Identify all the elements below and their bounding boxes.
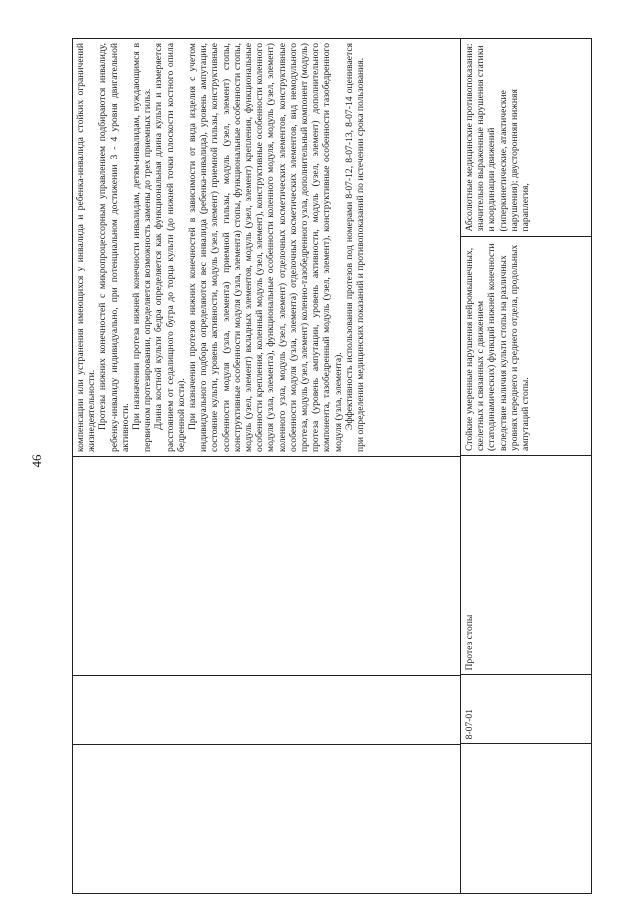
- medical-indications: Стойкие умеренные нарушения нейромышечных, скелетных и связанных с движением (статодинамических) функций нижней конечности вследствие наличия культи стопы на различных уровнях переднего и среднего отдела, продольных ампутаций стопы.: [461, 236, 591, 455]
- paragraph-stump-length: Длина костной культи бедра определяется как функциональная длина культи и измеряется расстоянием от седалищного бугра до торца культи (до нижней точки плоскости костного опила бедренной кости).: [153, 43, 187, 452]
- empty-cell-product-column: [73, 675, 460, 744]
- table-row-description: [73, 39, 461, 893]
- paragraph-primary-prosthetics: При назначении протеза нижней конечности инвалидам, детям-инвалидам, нуждающимся в первичном протезировании, определяется возможность замены до трех приемных гильз.: [131, 43, 154, 452]
- requirements-table: [72, 38, 592, 894]
- empty-cell-indications-column: [73, 456, 460, 675]
- medical-contraindications: [461, 39, 591, 236]
- product-code: 8-07-01: [461, 675, 591, 744]
- product-name: Протез стопы: [461, 455, 591, 674]
- paragraph-effectiveness: Эффективность использования протезов под номерами 8-07-12, 8-07-13, 8-07-14 оценивается при определении медицинских показаний и противопоказаний по истечении срока пользования.: [343, 43, 367, 452]
- empty-cell-number: [461, 743, 591, 893]
- contraindications-text: значительно выраженные нарушения статики и координации движений (гиперкинетические, атактические нарушения); двусторонняя нижняя параплегия,: [475, 45, 532, 232]
- paragraph-compensation: компенсации или устранения имеющихся у инвалида и ребенка-инвалида стойких ограничений жизнедеятельности.: [75, 43, 98, 452]
- description-cell: [73, 39, 460, 456]
- paragraph-prosthesis-selection: При назначении протезов нижних конечностей в зависимости от вида изделия с учетом индивидуального подбора определяются вес инвалида (ребенка-инвалида), уровень ампутации, состояние культи, уровень активности, модуль (узел, элемент) приемной гильзы, конструктивные особенности модуля (узла, элемента) приемной гильзы, модуль (узел, элемент) стопы, конструктивные особенности модуля (узла, элемента) стопы, функциональные особенности стопы, модуль (узел, элемент) вкладных элементов, модуль (узел, элемент) крепления, функциональные особенности крепления, коленный модуль (узел, элемент), конструктивные особенности коленного модуля (узла, элемента), функциональные особенности коленного модуля, модуль (узел, элемент) коленного узла, модуль (узел, элемент) отделочных косметических элементов, конструктивные особенности модуля (узла, элемента) отделочных косметических элементов, вид немодульного протеза, модуль (узел, элемент) коленно-тазобедренного узла, дополнительный компонент (модуль) протеза (уровень ампутации, уровень активности, модуль (узел, элемент) дополнительного компонента, тазобедренный модуль (узел, элемент), конструктивные особенности тазобедренного модуля (узла, элемента).: [187, 43, 344, 452]
- empty-cell-code-column: [73, 744, 460, 893]
- page-number: 46: [29, 454, 44, 468]
- contraindications-title: Абсолютные медицинские противопоказания:: [464, 43, 475, 232]
- paragraph-microprocessor-prostheses: Протезы нижних конечностей с микропроцессорным управлением подбираются инвалиду, ребенку-инвалиду индивидуально, при потенциальном достижении 3 - 4 уровня двигательной активности.: [97, 43, 131, 452]
- table-row-8-07-01: [461, 39, 591, 893]
